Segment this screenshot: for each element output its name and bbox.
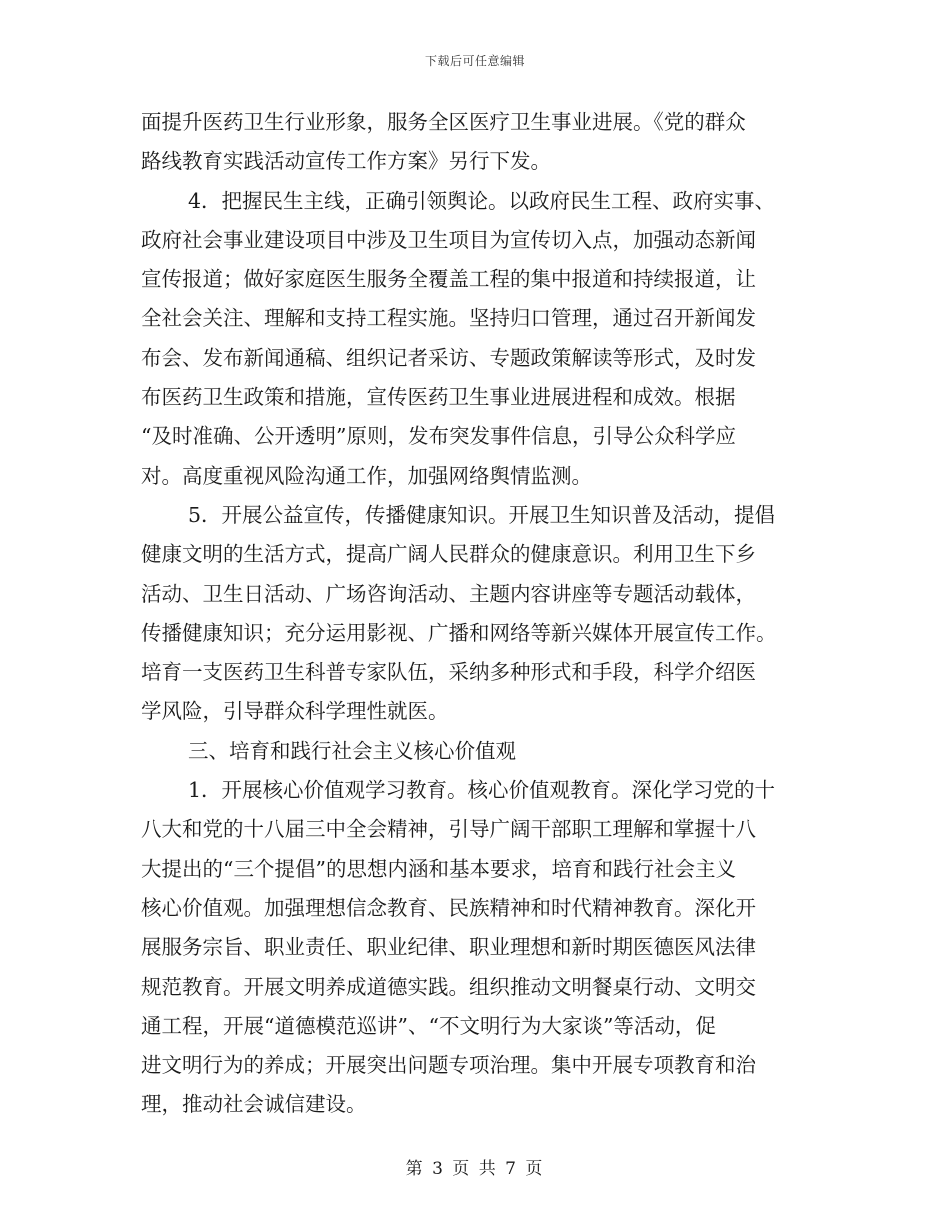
text-line: 培育一支医药卫生科普专家队伍，采纳多种形式和手段，科学介绍医: [141, 660, 756, 685]
page-footer: 第 3 页 共 7 页: [405, 1159, 545, 1179]
text-line: 核心价值观。加强理想信念教育、民族精神和时代精神教育。深化开: [141, 895, 756, 920]
text-line: 路线教育实践活动宣传工作方案》另行下发。: [141, 149, 551, 174]
text-line: 活动、卫生日活动、广场咨询活动、主题内容讲座等专题活动载体，: [141, 581, 756, 606]
text-line: 学风险，引导群众科学理性就医。: [141, 699, 449, 724]
text-line: 传播健康知识；充分运用影视、广播和网络等新兴媒体开展宣传工作。: [141, 620, 777, 645]
text-line: 展服务宗旨、职业责任、职业纪律、职业理想和新时期医德医风法律: [141, 935, 756, 960]
text-line: 理，推动社会诚信建设。: [141, 1092, 367, 1117]
text-line: 大提出的“三个提倡”的思想内涵和基本要求，培育和践行社会主义: [141, 856, 736, 881]
text-line: 进文明行为的养成；开展突出问题专项治理。集中开展专项教育和治: [141, 1053, 756, 1078]
document-body: [141, 103, 809, 1125]
text-line: 全社会关注、理解和支持工程实施。坚持归口管理，通过召开新闻发: [141, 306, 756, 331]
text-line: 对。高度重视风险沟通工作，加强网络舆情监测。: [141, 463, 592, 488]
text-line: 宣传报道；做好家庭医生服务全覆盖工程的集中报道和持续报道，让: [141, 267, 756, 292]
text-line: 通工程，开展“道德模范巡讲”、“不文明行为大家谈”等活动，促: [141, 1013, 716, 1038]
text-line: 三、培育和践行社会主义核心价值观: [188, 738, 516, 763]
text-line: 布医药卫生政策和措施，宣传医药卫生事业进展进程和成效。根据: [141, 385, 736, 410]
page-header: 下载后可任意编辑: [424, 54, 525, 68]
text-line: 八大和党的十八届三中全会精神，引导广阔干部职工理解和掌握十八: [141, 817, 756, 842]
text-line: 规范教育。开展文明养成道德实践。组织推动文明餐桌行动、文明交: [141, 974, 756, 999]
text-line: “及时准确、公开透明”原则，发布突发事件信息，引导公众科学应: [141, 424, 736, 449]
text-line: 政府社会事业建设项目中涉及卫生项目为宣传切入点，加强动态新闻: [141, 227, 756, 252]
text-line: 4．把握民生主线，正确引领舆论。以政府民生工程、政府实事、: [188, 188, 776, 213]
text-line: 面提升医药卫生行业形象，服务全区医疗卫生事业进展。《党的群众: [141, 110, 746, 134]
text-line: 布会、发布新闻通稿、组织记者采访、专题政策解读等形式，及时发: [141, 345, 756, 370]
text-line: 5．开展公益宣传，传播健康知识。开展卫生知识普及活动，提倡: [188, 502, 776, 527]
text-line: 健康文明的生活方式，提高广阔人民群众的健康意识。利用卫生下乡: [141, 542, 756, 567]
text-line: 1．开展核心价值观学习教育。核心价值观教育。深化学习党的十: [188, 778, 776, 803]
